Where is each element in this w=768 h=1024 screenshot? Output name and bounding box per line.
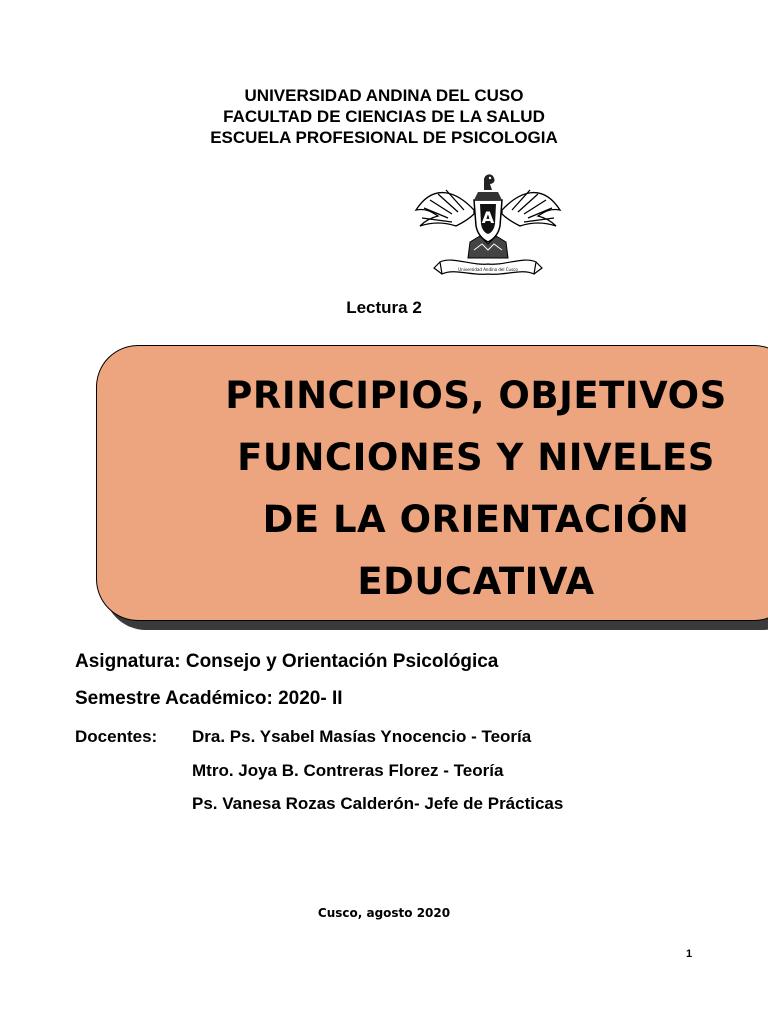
school-name: ESCUELA PROFESIONAL DE PSICOLOGIA xyxy=(210,128,558,147)
academic-semester: Semestre Académico: 2020- II xyxy=(75,688,343,709)
title-line-2: FUNCIONES Y NIVELES xyxy=(237,436,715,479)
place-and-date: Cusco, agosto 2020 xyxy=(317,906,451,920)
course-name: Asignatura: Consejo y Orientación Psicológica xyxy=(75,651,499,672)
svg-text:A: A xyxy=(481,208,495,227)
title-line-1: PRINCIPIOS, OBJETIVOS xyxy=(225,374,727,417)
svg-text:Universidad Andina del Cusco: Universidad Andina del Cusco xyxy=(458,267,518,272)
teacher-2: Mtro. Joya B. Contreras Florez - Teoría xyxy=(192,761,504,780)
university-eagle-emblem-icon xyxy=(412,170,564,282)
faculty-name: FACULTAD DE CIENCIAS DE LA SALUD xyxy=(223,107,545,126)
institution-header xyxy=(0,85,768,148)
lecture-number: Lectura 2 xyxy=(346,298,422,317)
title-line-4: EDUCATIVA xyxy=(357,560,595,603)
teachers-label: Docentes: xyxy=(75,727,158,746)
teacher-1: Dra. Ps. Ysabel Masías Ynocencio - Teoría xyxy=(192,727,532,746)
title-line-3: DE LA ORIENTACIÓN xyxy=(262,498,690,541)
university-name: UNIVERSIDAD ANDINA DEL CUSO xyxy=(244,86,524,105)
page-number: 1 xyxy=(686,948,693,960)
document-title xyxy=(88,365,768,613)
teacher-3: Ps. Vanesa Rozas Calderón- Jefe de Prácticas xyxy=(192,794,564,813)
